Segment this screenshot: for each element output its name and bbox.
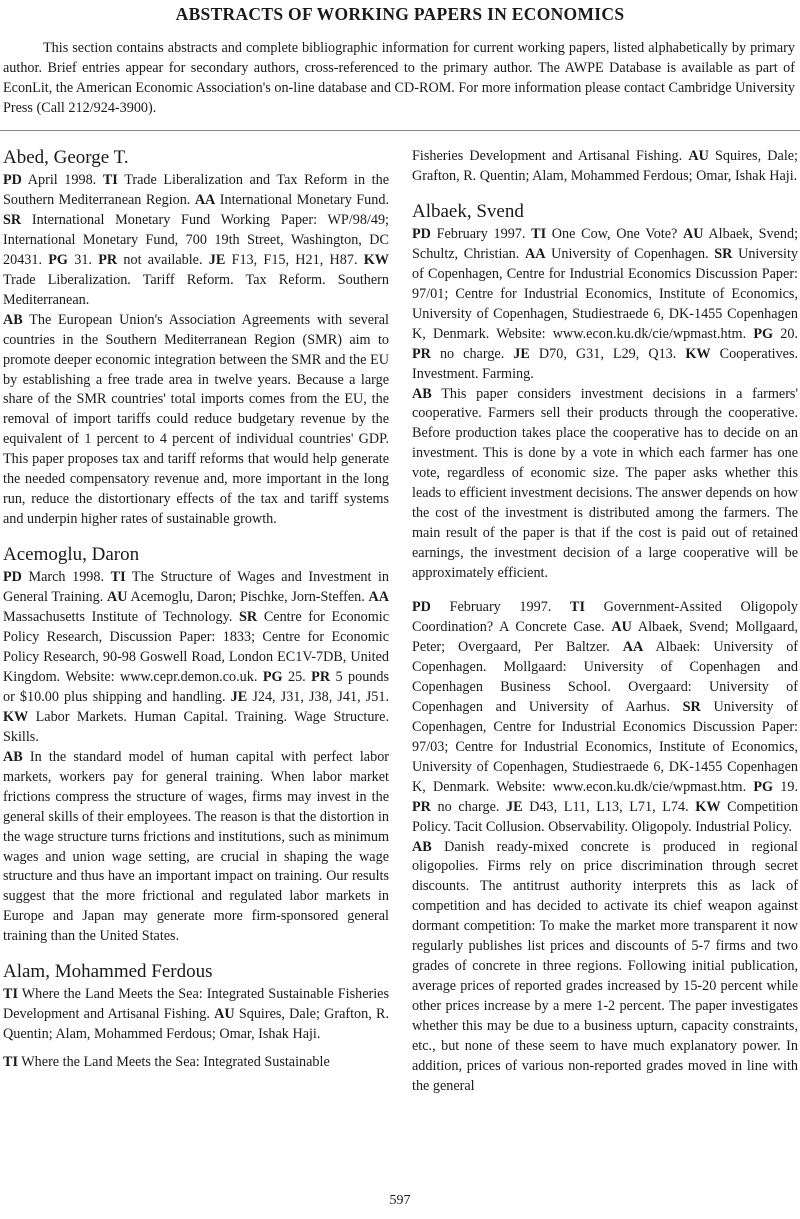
- abstract: AB This paper considers investment decisions in a farmers' cooperative. Farmers sell their products through the cooperative. Before production takes place the cooperative has to decide on an investment. This is done by a vote in which each farmer has one vote, regardless of economic size. The paper asks whether this leads to efficient investment decisions. The answer depends on how the cost of the investment is distributed among the farmers. The main result of the paper is that if the cost is paid out of retained earnings, the investment decision of a large cooperative will be approximately efficient.: [412, 385, 798, 582]
- bibliographic-record: TI Where the Land Meets the Sea: Integrated Sustainable Fisheries Development and Artisanal Fishing. AU Squires, Dale; Grafton, R. Quentin; Alam, Mohammed Ferdous; Omar, Ishak Haji.: [3, 986, 389, 1043]
- page-title: ABSTRACTS OF WORKING PAPERS IN ECONOMICS: [175, 4, 625, 24]
- entry-alam: [3, 961, 389, 1073]
- page-number: 597: [389, 1193, 411, 1208]
- section-intro: This section contains abstracts and complete bibliographic information for current working papers, listed alphabetically by primary author. Brief entries appear for secondary authors, cross-referenced to the primary author. The AWPE Database is available as part of EconLit, the American Economic Association's on-line database and CD-ROM. For more information please contact Cambridge University Press (Call 212/924-3900).: [3, 40, 795, 116]
- author-heading: Abed, George T.: [3, 147, 129, 168]
- abstract: AB Danish ready-mixed concrete is produced in regional oligopolies. Firms rely on price discrimination through secret discounts. The antitrust authority interprets this as lack of competition and has decided to activate its chief weapon against dormant competition: To make the market more transparent it now regularly publishes list prices and discounts of 5-7 firms and two grades of concrete in three regions. Following initial publication, average prices of reported grades increased by 15-20 percent while other prices increase by a mere 1-2 percent. The paper investigates whether this may be due to a business upturn, capacity constraints, etc., but none of these seem to have much explanatory power. In addition, prices of various non-reported grades moved in line with the general: [412, 838, 799, 1094]
- bibliographic-record: TI Where the Land Meets the Sea: Integrated Sustainable: [3, 1054, 330, 1071]
- abstract: AB In the standard model of human capital with perfect labor markets, workers pay for general training. When labor market frictions compress the structure of wages, firms may invest in the general skills of their employees. The reason is that the distortion in the wage structure turns frictions and institutions, such as minimum wages and union wage setting, are crucial in shaping the wage structure and thus have an important impact on training. Our results suggest that the more frictional and regulated labor markets in Europe and Japan may generate more firm-sponsored general training than the United States.: [3, 748, 390, 945]
- abstract: AB The European Union's Association Agreements with several countries in the Southern Mediterranean Region (SMR) aim to promote deeper economic integration between the SMR and the EU by establishing a free trade area in twelve years. Because a large share of the SMR countries' total imports comes from the EU, the removal of import tariffs could reduce budgetary revenue by the equivalent of 1 percent to 4 percent of individual countries' GDP. This paper proposes tax and tariff reforms that would help generate the needed compensatory revenue and, more important in the long run, reduce the distortionary effects of the tax and tariff systems and underpin higher rates of sustainable growth.: [3, 311, 389, 528]
- right-column: [412, 147, 798, 1097]
- author-heading: Alam, Mohammed Ferdous: [3, 961, 213, 983]
- author-heading: Acemoglu, Daron: [3, 544, 140, 566]
- bibliographic-record: PD February 1997. TI Government-Assited Oligopoly Coordination? A Concrete Case. AU Albaek, Svend; Mollgaard, Peter; Overgaard, Per Baltzer. AA Albaek: University of Copenhagen. Mollgaard: University of Copenhagen and Copenhagen Business School. Overgaard: University of Copenhagen and University of Aarhus. SR University of Copenhagen, Centre for Industrial Economics Discussion Paper: 97/03; Centre for Industrial Economics, Institute of Economics, University of Copenhagen, Studiestraede 6, DK-1455 Copenhagen K, Denmark. Website: www.econ.ku.dk/cie/wpmast.htm. PG 19. PR no charge. JE D43, L11, L13, L71, L74. KW Competition Policy. Tacit Collusion. Observability. Oligopoly. Industrial Policy.: [412, 599, 799, 835]
- left-column: [3, 147, 389, 1073]
- entry-abed: [3, 147, 389, 530]
- continued-record: Fisheries Development and Artisanal Fishing. AU Squires, Dale; Grafton, R. Quentin; Alam, Mohammed Ferdous; Omar, Ishak Haji.: [412, 148, 798, 184]
- bibliographic-record: PD February 1997. TI One Cow, One Vote? AU Albaek, Svend; Schultz, Christian. AA University of Copenhagen. SR University of Copenhagen, Centre for Industrial Economics Discussion Paper: 97/01; Centre for Industrial Economics, Institute of Economics, University of Copenhagen, Studiestraede 6, DK-1455 Copenhagen K, Denmark. Website: www.econ.ku.dk/cie/wpmast.htm. PG 20. PR no charge. JE D70, G31, L29, Q13. KW Cooperatives. Investment. Farming.: [412, 225, 799, 382]
- bibliographic-record: PD April 1998. TI Trade Liberalization and Tax Reform in the Southern Mediterranean Region. AA International Monetary Fund. SR International Monetary Fund Working Paper: WP/98/49; International Monetary Fund, 700 19th Street, Washington, DC 20431. PG 31. PR not available. JE F13, F15, H21, H87. KW Trade Liberalization. Tariff Reform. Tax Reform. Southern Mediterranean.: [3, 172, 390, 308]
- header-divider: [0, 130, 800, 131]
- author-heading: Albaek, Svend: [412, 200, 524, 222]
- entry-albaek: [412, 201, 798, 1097]
- entry-acemoglu: [3, 544, 389, 947]
- bibliographic-record: PD March 1998. TI The Structure of Wages and Investment in General Training. AU Acemoglu, Daron; Pischke, Jorn-Steffen. AA Massachusetts Institute of Technology. SR Centre for Economic Policy Research, Discussion Paper: 1833; Centre for Economic Policy Research, 90-98 Goswell Road, London EC1V-7DB, United Kingdom. Website: www.cepr.demon.co.uk. PG 25. PR 5 pounds or $10.00 plus shipping and handling. JE J24, J31, J38, J41, J51. KW Labor Markets. Human Capital. Training. Wage Structure. Skills.: [3, 569, 390, 745]
